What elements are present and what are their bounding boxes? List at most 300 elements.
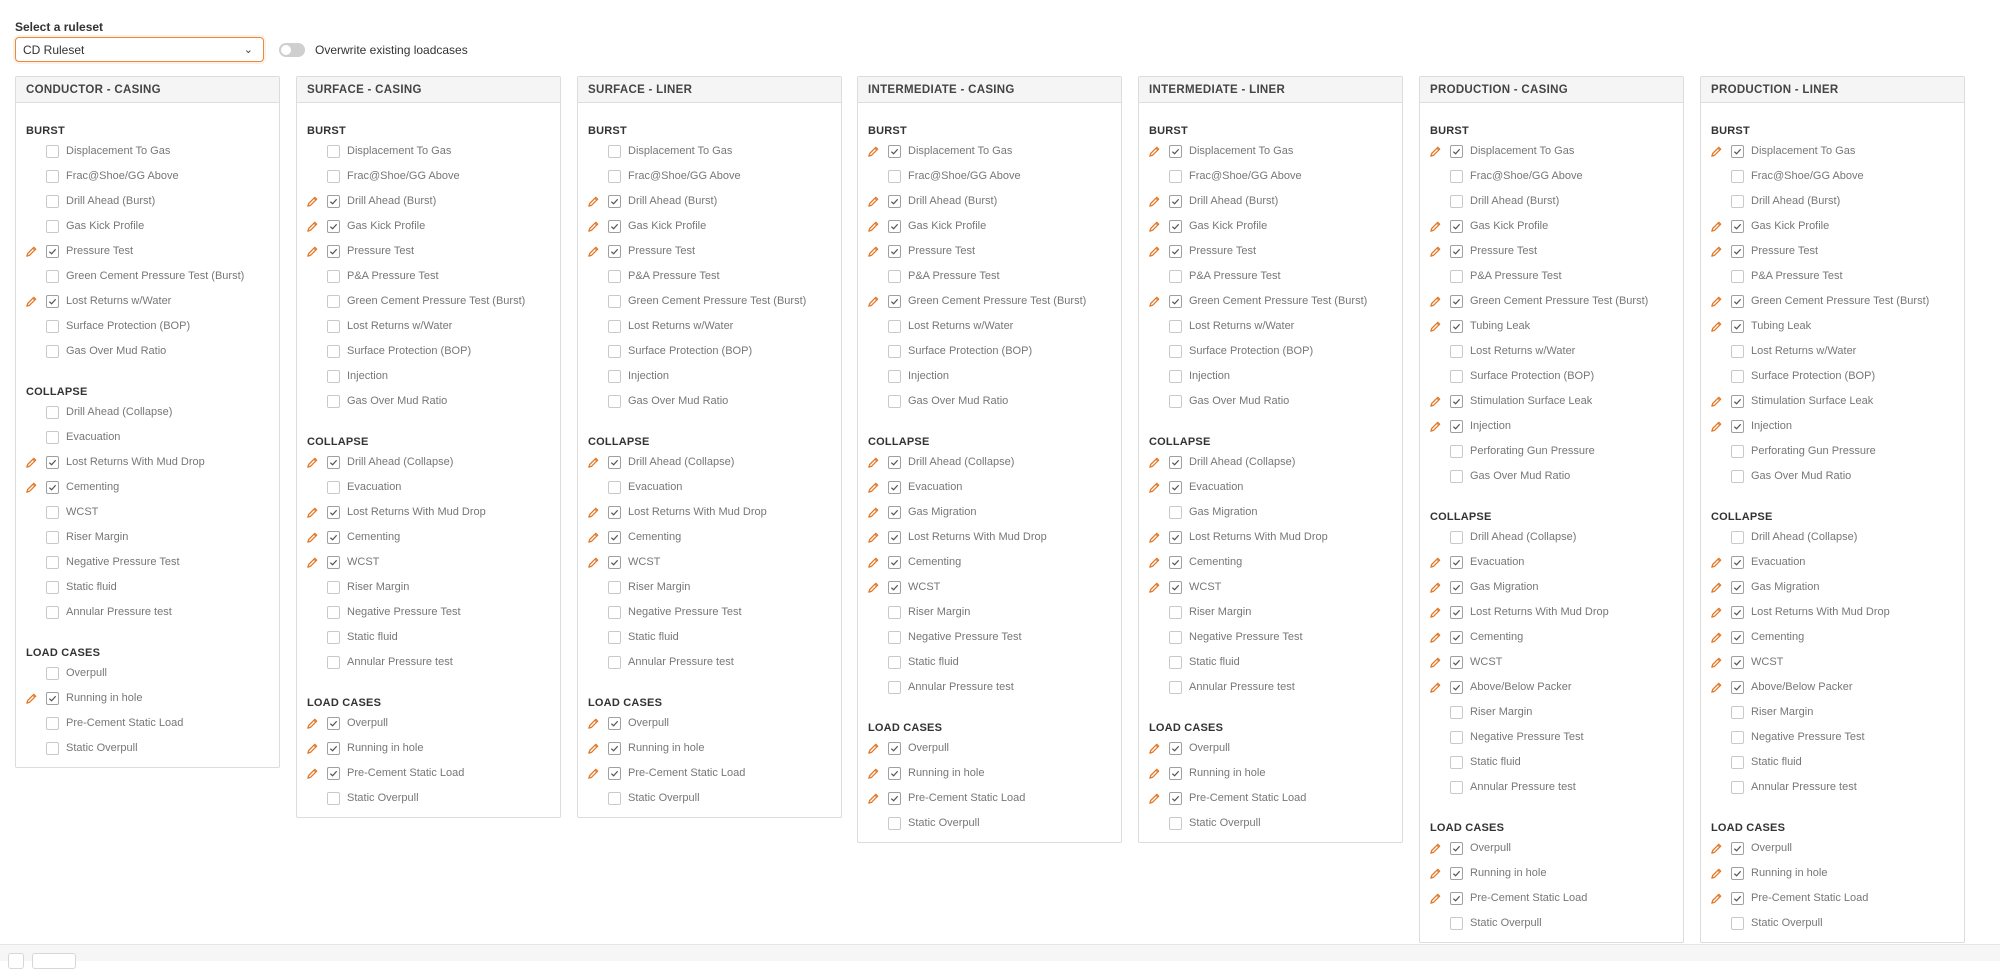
loadcase-checkbox[interactable]	[1450, 395, 1463, 408]
loadcase-checkbox[interactable]	[1450, 581, 1463, 594]
loadcase-checkbox[interactable]	[1169, 295, 1182, 308]
pencil-icon[interactable]	[25, 295, 38, 308]
loadcase-row[interactable]	[1701, 525, 1964, 550]
loadcase-row[interactable]	[858, 625, 1121, 650]
loadcase-checkbox[interactable]	[46, 431, 59, 444]
loadcase-checkbox[interactable]	[608, 220, 621, 233]
pencil-icon[interactable]	[867, 506, 880, 519]
loadcase-row[interactable]	[1701, 389, 1964, 414]
loadcase-row[interactable]	[1701, 775, 1964, 800]
loadcase-row[interactable]	[1701, 861, 1964, 886]
loadcase-checkbox[interactable]	[1731, 606, 1744, 619]
pencil-icon[interactable]	[867, 767, 880, 780]
pencil-icon[interactable]	[1148, 531, 1161, 544]
loadcase-row[interactable]	[1420, 439, 1683, 464]
loadcase-row[interactable]	[578, 500, 841, 525]
loadcase-row[interactable]	[297, 761, 560, 786]
loadcase-row[interactable]	[1420, 214, 1683, 239]
loadcase-checkbox[interactable]	[46, 295, 59, 308]
loadcase-row[interactable]	[858, 475, 1121, 500]
pencil-icon[interactable]	[306, 767, 319, 780]
loadcase-row[interactable]	[1139, 650, 1402, 675]
loadcase-row[interactable]	[858, 575, 1121, 600]
loadcase-checkbox[interactable]	[1450, 195, 1463, 208]
loadcase-checkbox[interactable]	[46, 245, 59, 258]
loadcase-checkbox[interactable]	[327, 220, 340, 233]
loadcase-checkbox[interactable]	[327, 195, 340, 208]
loadcase-checkbox[interactable]	[888, 481, 901, 494]
loadcase-checkbox[interactable]	[1450, 706, 1463, 719]
loadcase-row[interactable]	[578, 264, 841, 289]
loadcase-row[interactable]	[858, 811, 1121, 836]
loadcase-checkbox[interactable]	[888, 456, 901, 469]
loadcase-checkbox[interactable]	[1731, 756, 1744, 769]
pencil-icon[interactable]	[1148, 456, 1161, 469]
loadcase-row[interactable]	[578, 550, 841, 575]
loadcase-checkbox[interactable]	[1450, 917, 1463, 930]
loadcase-checkbox[interactable]	[888, 395, 901, 408]
loadcase-row[interactable]	[1420, 389, 1683, 414]
loadcase-row[interactable]	[1139, 761, 1402, 786]
pencil-icon[interactable]	[25, 692, 38, 705]
pencil-icon[interactable]	[1710, 420, 1723, 433]
loadcase-checkbox[interactable]	[608, 270, 621, 283]
loadcase-checkbox[interactable]	[1731, 556, 1744, 569]
pencil-icon[interactable]	[1429, 842, 1442, 855]
loadcase-checkbox[interactable]	[888, 345, 901, 358]
loadcase-checkbox[interactable]	[1731, 842, 1744, 855]
loadcase-row[interactable]	[1420, 525, 1683, 550]
pencil-icon[interactable]	[1710, 656, 1723, 669]
loadcase-row[interactable]	[578, 525, 841, 550]
loadcase-row[interactable]	[858, 264, 1121, 289]
loadcase-checkbox[interactable]	[1731, 470, 1744, 483]
pencil-icon[interactable]	[587, 456, 600, 469]
loadcase-checkbox[interactable]	[1731, 631, 1744, 644]
loadcase-checkbox[interactable]	[327, 506, 340, 519]
loadcase-row[interactable]	[297, 339, 560, 364]
loadcase-row[interactable]	[1420, 414, 1683, 439]
loadcase-checkbox[interactable]	[1169, 456, 1182, 469]
pencil-icon[interactable]	[1429, 606, 1442, 619]
loadcase-checkbox[interactable]	[1450, 892, 1463, 905]
loadcase-row[interactable]	[1139, 675, 1402, 700]
loadcase-checkbox[interactable]	[1169, 742, 1182, 755]
loadcase-row[interactable]	[297, 314, 560, 339]
loadcase-row[interactable]	[16, 686, 279, 711]
loadcase-checkbox[interactable]	[888, 320, 901, 333]
loadcase-checkbox[interactable]	[1731, 656, 1744, 669]
pencil-icon[interactable]	[1148, 245, 1161, 258]
loadcase-row[interactable]	[578, 786, 841, 811]
loadcase-checkbox[interactable]	[1450, 606, 1463, 619]
loadcase-row[interactable]	[1420, 575, 1683, 600]
loadcase-row[interactable]	[16, 500, 279, 525]
loadcase-checkbox[interactable]	[1450, 320, 1463, 333]
pencil-icon[interactable]	[1429, 420, 1442, 433]
pencil-icon[interactable]	[1429, 145, 1442, 158]
loadcase-row[interactable]	[858, 289, 1121, 314]
loadcase-row[interactable]	[578, 139, 841, 164]
loadcase-checkbox[interactable]	[46, 717, 59, 730]
loadcase-row[interactable]	[858, 500, 1121, 525]
loadcase-checkbox[interactable]	[1169, 656, 1182, 669]
loadcase-checkbox[interactable]	[327, 531, 340, 544]
loadcase-checkbox[interactable]	[46, 345, 59, 358]
loadcase-checkbox[interactable]	[1450, 220, 1463, 233]
pencil-icon[interactable]	[1148, 295, 1161, 308]
loadcase-row[interactable]	[1701, 625, 1964, 650]
loadcase-row[interactable]	[16, 139, 279, 164]
pencil-icon[interactable]	[587, 245, 600, 258]
loadcase-row[interactable]	[1420, 861, 1683, 886]
loadcase-checkbox[interactable]	[608, 370, 621, 383]
loadcase-row[interactable]	[16, 289, 279, 314]
loadcase-row[interactable]	[1420, 750, 1683, 775]
loadcase-row[interactable]	[858, 736, 1121, 761]
loadcase-checkbox[interactable]	[608, 656, 621, 669]
pencil-icon[interactable]	[1429, 320, 1442, 333]
loadcase-checkbox[interactable]	[1450, 245, 1463, 258]
loadcase-row[interactable]	[16, 314, 279, 339]
loadcase-checkbox[interactable]	[608, 145, 621, 158]
loadcase-row[interactable]	[1420, 264, 1683, 289]
loadcase-checkbox[interactable]	[1731, 195, 1744, 208]
loadcase-checkbox[interactable]	[608, 556, 621, 569]
loadcase-row[interactable]	[1139, 500, 1402, 525]
loadcase-row[interactable]	[578, 600, 841, 625]
loadcase-checkbox[interactable]	[46, 556, 59, 569]
loadcase-checkbox[interactable]	[46, 667, 59, 680]
pencil-icon[interactable]	[1710, 892, 1723, 905]
loadcase-checkbox[interactable]	[1169, 270, 1182, 283]
pencil-icon[interactable]	[306, 556, 319, 569]
loadcase-row[interactable]	[297, 389, 560, 414]
loadcase-row[interactable]	[1701, 264, 1964, 289]
loadcase-row[interactable]	[1701, 139, 1964, 164]
pencil-icon[interactable]	[587, 195, 600, 208]
loadcase-row[interactable]	[16, 400, 279, 425]
loadcase-row[interactable]	[1420, 911, 1683, 936]
loadcase-row[interactable]	[1420, 600, 1683, 625]
loadcase-row[interactable]	[1701, 700, 1964, 725]
pencil-icon[interactable]	[1710, 145, 1723, 158]
pencil-icon[interactable]	[1710, 842, 1723, 855]
loadcase-row[interactable]	[578, 650, 841, 675]
pencil-icon[interactable]	[1710, 395, 1723, 408]
loadcase-row[interactable]	[297, 475, 560, 500]
loadcase-row[interactable]	[297, 264, 560, 289]
loadcase-row[interactable]	[16, 736, 279, 761]
loadcase-row[interactable]	[1420, 700, 1683, 725]
loadcase-row[interactable]	[16, 339, 279, 364]
loadcase-checkbox[interactable]	[1169, 195, 1182, 208]
loadcase-row[interactable]	[858, 164, 1121, 189]
loadcase-row[interactable]	[1701, 164, 1964, 189]
loadcase-row[interactable]	[297, 364, 560, 389]
pencil-icon[interactable]	[306, 245, 319, 258]
loadcase-row[interactable]	[16, 214, 279, 239]
loadcase-row[interactable]	[16, 189, 279, 214]
pencil-icon[interactable]	[867, 792, 880, 805]
pencil-icon[interactable]	[587, 556, 600, 569]
loadcase-row[interactable]	[578, 364, 841, 389]
loadcase-checkbox[interactable]	[1169, 145, 1182, 158]
loadcase-row[interactable]	[1139, 214, 1402, 239]
loadcase-checkbox[interactable]	[1731, 395, 1744, 408]
loadcase-checkbox[interactable]	[888, 370, 901, 383]
loadcase-row[interactable]	[1701, 464, 1964, 489]
pencil-icon[interactable]	[867, 220, 880, 233]
loadcase-checkbox[interactable]	[1450, 420, 1463, 433]
loadcase-row[interactable]	[1139, 525, 1402, 550]
loadcase-row[interactable]	[578, 475, 841, 500]
loadcase-row[interactable]	[297, 711, 560, 736]
loadcase-row[interactable]	[1139, 600, 1402, 625]
loadcase-checkbox[interactable]	[1731, 145, 1744, 158]
loadcase-checkbox[interactable]	[608, 320, 621, 333]
loadcase-row[interactable]	[1420, 189, 1683, 214]
loadcase-checkbox[interactable]	[46, 195, 59, 208]
pencil-icon[interactable]	[306, 531, 319, 544]
loadcase-checkbox[interactable]	[327, 245, 340, 258]
pencil-icon[interactable]	[867, 145, 880, 158]
loadcase-checkbox[interactable]	[1169, 606, 1182, 619]
pencil-icon[interactable]	[587, 742, 600, 755]
pencil-icon[interactable]	[306, 717, 319, 730]
loadcase-row[interactable]	[858, 525, 1121, 550]
loadcase-checkbox[interactable]	[327, 656, 340, 669]
loadcase-row[interactable]	[1420, 314, 1683, 339]
loadcase-checkbox[interactable]	[888, 295, 901, 308]
loadcase-checkbox[interactable]	[1731, 681, 1744, 694]
loadcase-checkbox[interactable]	[46, 220, 59, 233]
loadcase-row[interactable]	[858, 139, 1121, 164]
loadcase-row[interactable]	[1139, 364, 1402, 389]
pencil-icon[interactable]	[867, 556, 880, 569]
pencil-icon[interactable]	[867, 456, 880, 469]
loadcase-checkbox[interactable]	[1169, 320, 1182, 333]
pencil-icon[interactable]	[1148, 195, 1161, 208]
pencil-icon[interactable]	[1429, 556, 1442, 569]
loadcase-checkbox[interactable]	[327, 456, 340, 469]
loadcase-row[interactable]	[16, 164, 279, 189]
loadcase-row[interactable]	[1420, 364, 1683, 389]
pencil-icon[interactable]	[587, 506, 600, 519]
pencil-icon[interactable]	[867, 195, 880, 208]
loadcase-checkbox[interactable]	[1169, 817, 1182, 830]
loadcase-row[interactable]	[1701, 289, 1964, 314]
loadcase-row[interactable]	[1701, 339, 1964, 364]
pencil-icon[interactable]	[1710, 867, 1723, 880]
loadcase-checkbox[interactable]	[1450, 756, 1463, 769]
loadcase-checkbox[interactable]	[46, 456, 59, 469]
loadcase-checkbox[interactable]	[1731, 445, 1744, 458]
pencil-icon[interactable]	[1710, 320, 1723, 333]
loadcase-row[interactable]	[297, 164, 560, 189]
loadcase-checkbox[interactable]	[608, 792, 621, 805]
loadcase-checkbox[interactable]	[1450, 295, 1463, 308]
loadcase-checkbox[interactable]	[608, 395, 621, 408]
loadcase-checkbox[interactable]	[1731, 917, 1744, 930]
loadcase-row[interactable]	[1701, 214, 1964, 239]
loadcase-checkbox[interactable]	[1169, 220, 1182, 233]
loadcase-checkbox[interactable]	[608, 581, 621, 594]
loadcase-checkbox[interactable]	[1731, 320, 1744, 333]
loadcase-checkbox[interactable]	[327, 792, 340, 805]
loadcase-checkbox[interactable]	[888, 270, 901, 283]
pencil-icon[interactable]	[587, 767, 600, 780]
pencil-icon[interactable]	[1710, 581, 1723, 594]
loadcase-checkbox[interactable]	[327, 481, 340, 494]
loadcase-checkbox[interactable]	[46, 481, 59, 494]
loadcase-row[interactable]	[297, 139, 560, 164]
pencil-icon[interactable]	[1429, 656, 1442, 669]
pencil-icon[interactable]	[867, 742, 880, 755]
loadcase-row[interactable]	[1420, 139, 1683, 164]
loadcase-checkbox[interactable]	[1169, 531, 1182, 544]
loadcase-checkbox[interactable]	[608, 195, 621, 208]
loadcase-row[interactable]	[1701, 314, 1964, 339]
loadcase-checkbox[interactable]	[608, 631, 621, 644]
loadcase-row[interactable]	[1701, 725, 1964, 750]
loadcase-checkbox[interactable]	[1450, 781, 1463, 794]
loadcase-checkbox[interactable]	[608, 345, 621, 358]
loadcase-checkbox[interactable]	[1731, 531, 1744, 544]
loadcase-checkbox[interactable]	[46, 320, 59, 333]
loadcase-row[interactable]	[1420, 650, 1683, 675]
loadcase-row[interactable]	[858, 239, 1121, 264]
loadcase-row[interactable]	[16, 525, 279, 550]
pencil-icon[interactable]	[1429, 245, 1442, 258]
loadcase-row[interactable]	[297, 575, 560, 600]
pencil-icon[interactable]	[867, 481, 880, 494]
loadcase-row[interactable]	[1139, 550, 1402, 575]
loadcase-checkbox[interactable]	[608, 456, 621, 469]
loadcase-checkbox[interactable]	[888, 681, 901, 694]
loadcase-checkbox[interactable]	[1731, 220, 1744, 233]
loadcase-row[interactable]	[1701, 239, 1964, 264]
footer-button-left[interactable]	[8, 953, 24, 969]
loadcase-row[interactable]	[1420, 886, 1683, 911]
loadcase-checkbox[interactable]	[888, 581, 901, 594]
loadcase-checkbox[interactable]	[1731, 245, 1744, 258]
loadcase-row[interactable]	[1701, 600, 1964, 625]
loadcase-checkbox[interactable]	[608, 606, 621, 619]
loadcase-row[interactable]	[858, 650, 1121, 675]
pencil-icon[interactable]	[1710, 295, 1723, 308]
loadcase-row[interactable]	[1139, 450, 1402, 475]
loadcase-checkbox[interactable]	[1731, 295, 1744, 308]
loadcase-checkbox[interactable]	[327, 145, 340, 158]
loadcase-checkbox[interactable]	[888, 606, 901, 619]
loadcase-checkbox[interactable]	[1731, 370, 1744, 383]
loadcase-row[interactable]	[1420, 339, 1683, 364]
loadcase-row[interactable]	[1701, 886, 1964, 911]
loadcase-checkbox[interactable]	[327, 395, 340, 408]
loadcase-checkbox[interactable]	[608, 481, 621, 494]
loadcase-row[interactable]	[297, 786, 560, 811]
loadcase-row[interactable]	[578, 625, 841, 650]
loadcase-row[interactable]	[858, 189, 1121, 214]
pencil-icon[interactable]	[1148, 556, 1161, 569]
loadcase-checkbox[interactable]	[1450, 842, 1463, 855]
loadcase-checkbox[interactable]	[46, 506, 59, 519]
loadcase-checkbox[interactable]	[608, 506, 621, 519]
loadcase-row[interactable]	[578, 339, 841, 364]
loadcase-checkbox[interactable]	[327, 270, 340, 283]
loadcase-row[interactable]	[297, 289, 560, 314]
pencil-icon[interactable]	[867, 581, 880, 594]
pencil-icon[interactable]	[867, 295, 880, 308]
loadcase-checkbox[interactable]	[1731, 706, 1744, 719]
loadcase-checkbox[interactable]	[888, 767, 901, 780]
loadcase-row[interactable]	[1139, 811, 1402, 836]
loadcase-row[interactable]	[858, 761, 1121, 786]
loadcase-checkbox[interactable]	[1169, 345, 1182, 358]
loadcase-row[interactable]	[858, 600, 1121, 625]
loadcase-row[interactable]	[16, 575, 279, 600]
loadcase-checkbox[interactable]	[1450, 681, 1463, 694]
pencil-icon[interactable]	[867, 531, 880, 544]
loadcase-checkbox[interactable]	[1731, 581, 1744, 594]
loadcase-row[interactable]	[1420, 289, 1683, 314]
loadcase-checkbox[interactable]	[1169, 170, 1182, 183]
loadcase-checkbox[interactable]	[1169, 767, 1182, 780]
loadcase-checkbox[interactable]	[608, 170, 621, 183]
loadcase-row[interactable]	[297, 550, 560, 575]
loadcase-checkbox[interactable]	[1169, 395, 1182, 408]
loadcase-checkbox[interactable]	[608, 742, 621, 755]
loadcase-checkbox[interactable]	[46, 270, 59, 283]
loadcase-checkbox[interactable]	[888, 656, 901, 669]
loadcase-row[interactable]	[858, 675, 1121, 700]
pencil-icon[interactable]	[1429, 220, 1442, 233]
loadcase-checkbox[interactable]	[1450, 445, 1463, 458]
loadcase-row[interactable]	[1701, 414, 1964, 439]
pencil-icon[interactable]	[306, 506, 319, 519]
loadcase-checkbox[interactable]	[608, 767, 621, 780]
loadcase-row[interactable]	[1139, 339, 1402, 364]
loadcase-row[interactable]	[578, 314, 841, 339]
loadcase-row[interactable]	[1701, 575, 1964, 600]
loadcase-checkbox[interactable]	[888, 170, 901, 183]
pencil-icon[interactable]	[1429, 581, 1442, 594]
loadcase-checkbox[interactable]	[46, 581, 59, 594]
pencil-icon[interactable]	[306, 742, 319, 755]
loadcase-row[interactable]	[578, 189, 841, 214]
loadcase-checkbox[interactable]	[888, 742, 901, 755]
pencil-icon[interactable]	[1710, 220, 1723, 233]
loadcase-checkbox[interactable]	[1169, 370, 1182, 383]
loadcase-row[interactable]	[1139, 264, 1402, 289]
loadcase-checkbox[interactable]	[46, 170, 59, 183]
loadcase-checkbox[interactable]	[1169, 245, 1182, 258]
loadcase-row[interactable]	[858, 389, 1121, 414]
loadcase-checkbox[interactable]	[327, 631, 340, 644]
pencil-icon[interactable]	[1429, 892, 1442, 905]
loadcase-row[interactable]	[578, 389, 841, 414]
loadcase-row[interactable]	[16, 600, 279, 625]
loadcase-row[interactable]	[1139, 139, 1402, 164]
loadcase-row[interactable]	[297, 500, 560, 525]
loadcase-checkbox[interactable]	[888, 817, 901, 830]
loadcase-checkbox[interactable]	[46, 406, 59, 419]
loadcase-checkbox[interactable]	[327, 581, 340, 594]
loadcase-row[interactable]	[1420, 775, 1683, 800]
loadcase-row[interactable]	[1420, 625, 1683, 650]
loadcase-checkbox[interactable]	[1731, 781, 1744, 794]
